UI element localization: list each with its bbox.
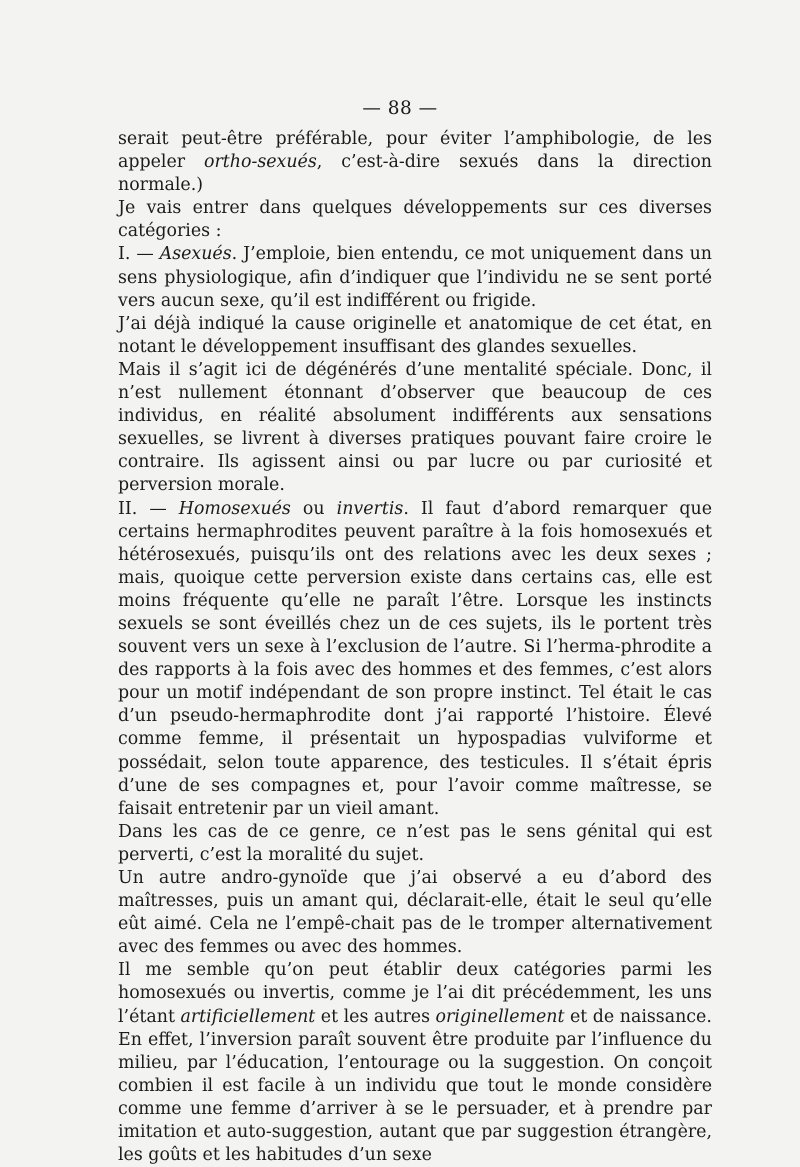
text-run: , c’est-à-dire sexués dans la direction normale.) xyxy=(118,152,712,196)
paragraph xyxy=(118,821,712,867)
italic-text: artificiellement xyxy=(180,1006,316,1027)
text-run: . J’emploie, bien entendu, ce mot uniquement dans un sens physiologique, afin d’indiquer que l’individu ne se sent porté vers aucun sexe, qu’il est indifférent ou frigide. xyxy=(118,244,712,311)
body-text xyxy=(118,128,712,1167)
text-run: En effet, l’inversion paraît souvent être produite par l’influence du milieu, par l’éducation, l’entourage ou la suggestion. On conçoit combien il est facile à un individu que tout le monde considère comme une femme d’arriver à se le persuader, et à prendre par imitation et auto-suggestion, autant que par suggestion étrangère, les goûts et les habitudes d’un sexe xyxy=(118,1029,712,1166)
italic-text: invertis xyxy=(336,498,404,519)
text-run: et les autres xyxy=(315,1006,436,1027)
text-run: Je vais entrer dans quelques développements sur ces diverses catégories : xyxy=(118,198,712,242)
text-run: J’ai déjà indiqué la cause originelle et anatomique de cet état, en notant le développement insuffisant des glandes sexuelles. xyxy=(118,313,712,357)
paragraph xyxy=(118,359,712,498)
text-run: Un autre andro-gynoïde que j’ai observé a eu d’abord des maîtresses, puis un amant qui, déclarait-elle, était le seul qu’elle eût aimé. Cela ne l’empê-chait pas de le tromper alternativement avec des femmes ou avec des hommes. xyxy=(118,868,712,958)
text-run: serait peut-être préférable, pour éviter l’amphibologie, de les appeler xyxy=(118,129,712,173)
text-run: et de naissance. xyxy=(564,1006,712,1027)
paragraph xyxy=(118,313,712,359)
text-run: II. — xyxy=(118,498,179,519)
text-run: Mais il s’agit ici de dégénérés d’une mentalité spéciale. Donc, il n’est nullement étonnant d’observer que beaucoup de ces individus, en réalité absolument indifférents aux sensations sexuelles, se livrent à diverses pratiques pouvant faire croire le contraire. Ils agissent ainsi ou par lucre ou par curiosité et perversion morale. xyxy=(118,359,712,496)
text-run: . Il faut d’abord remarquer que certains hermaphrodites peuvent paraître à la fois homosexués et hétérosexués, puisqu’ils ont des relations avec les deux sexes ; mais, quoique cette perversion existe dans certains cas, elle est moins fréquente qu’elle ne paraît l’être. Lorsque les instincts sexuels se sont éveillés chez un de ces sujets, ils le portent très souvent vers un sexe à l’exclusion de l’autre. Si l’herma-phrodite a des rapports à la fois avec des hommes et des femmes, c’est alors pour un motif indépendant de son propre instinct. Tel était le cas d’un pseudo-hermaphrodite dont j’ai rapporté l’histoire. Élevé comme femme, il présentait un hypospadias vulviforme et possédait, selon toute apparence, des testicules. Il s’était épris d’une de ses compagnes et, pour l’avoir comme maîtresse, se faisait entretenir par un vieil amant. xyxy=(118,498,712,819)
page-number: — 88 — xyxy=(362,98,438,119)
italic-text: Asexués xyxy=(159,244,232,265)
paragraph xyxy=(118,197,712,243)
text-run: ou xyxy=(290,498,337,519)
text-run: Il me semble qu’on peut établir deux catégories parmi les homosexués ou invertis, comme je l’ai dit précédemment, les uns l’étant xyxy=(118,960,712,1027)
italic-text: originellement xyxy=(435,1006,565,1027)
paragraph xyxy=(118,243,712,312)
paragraph xyxy=(118,867,712,959)
italic-text: Homosexués xyxy=(178,498,291,519)
text-run: I. — xyxy=(118,244,160,265)
italic-text: ortho-sexués xyxy=(204,152,317,173)
paragraph xyxy=(118,1029,712,1167)
paragraph xyxy=(118,128,712,197)
paragraph xyxy=(118,498,712,821)
text-run: Dans les cas de ce genre, ce n’est pas le sens génital qui est perverti, c’est la moralité du sujet. xyxy=(118,821,712,865)
paragraph xyxy=(118,959,712,1028)
